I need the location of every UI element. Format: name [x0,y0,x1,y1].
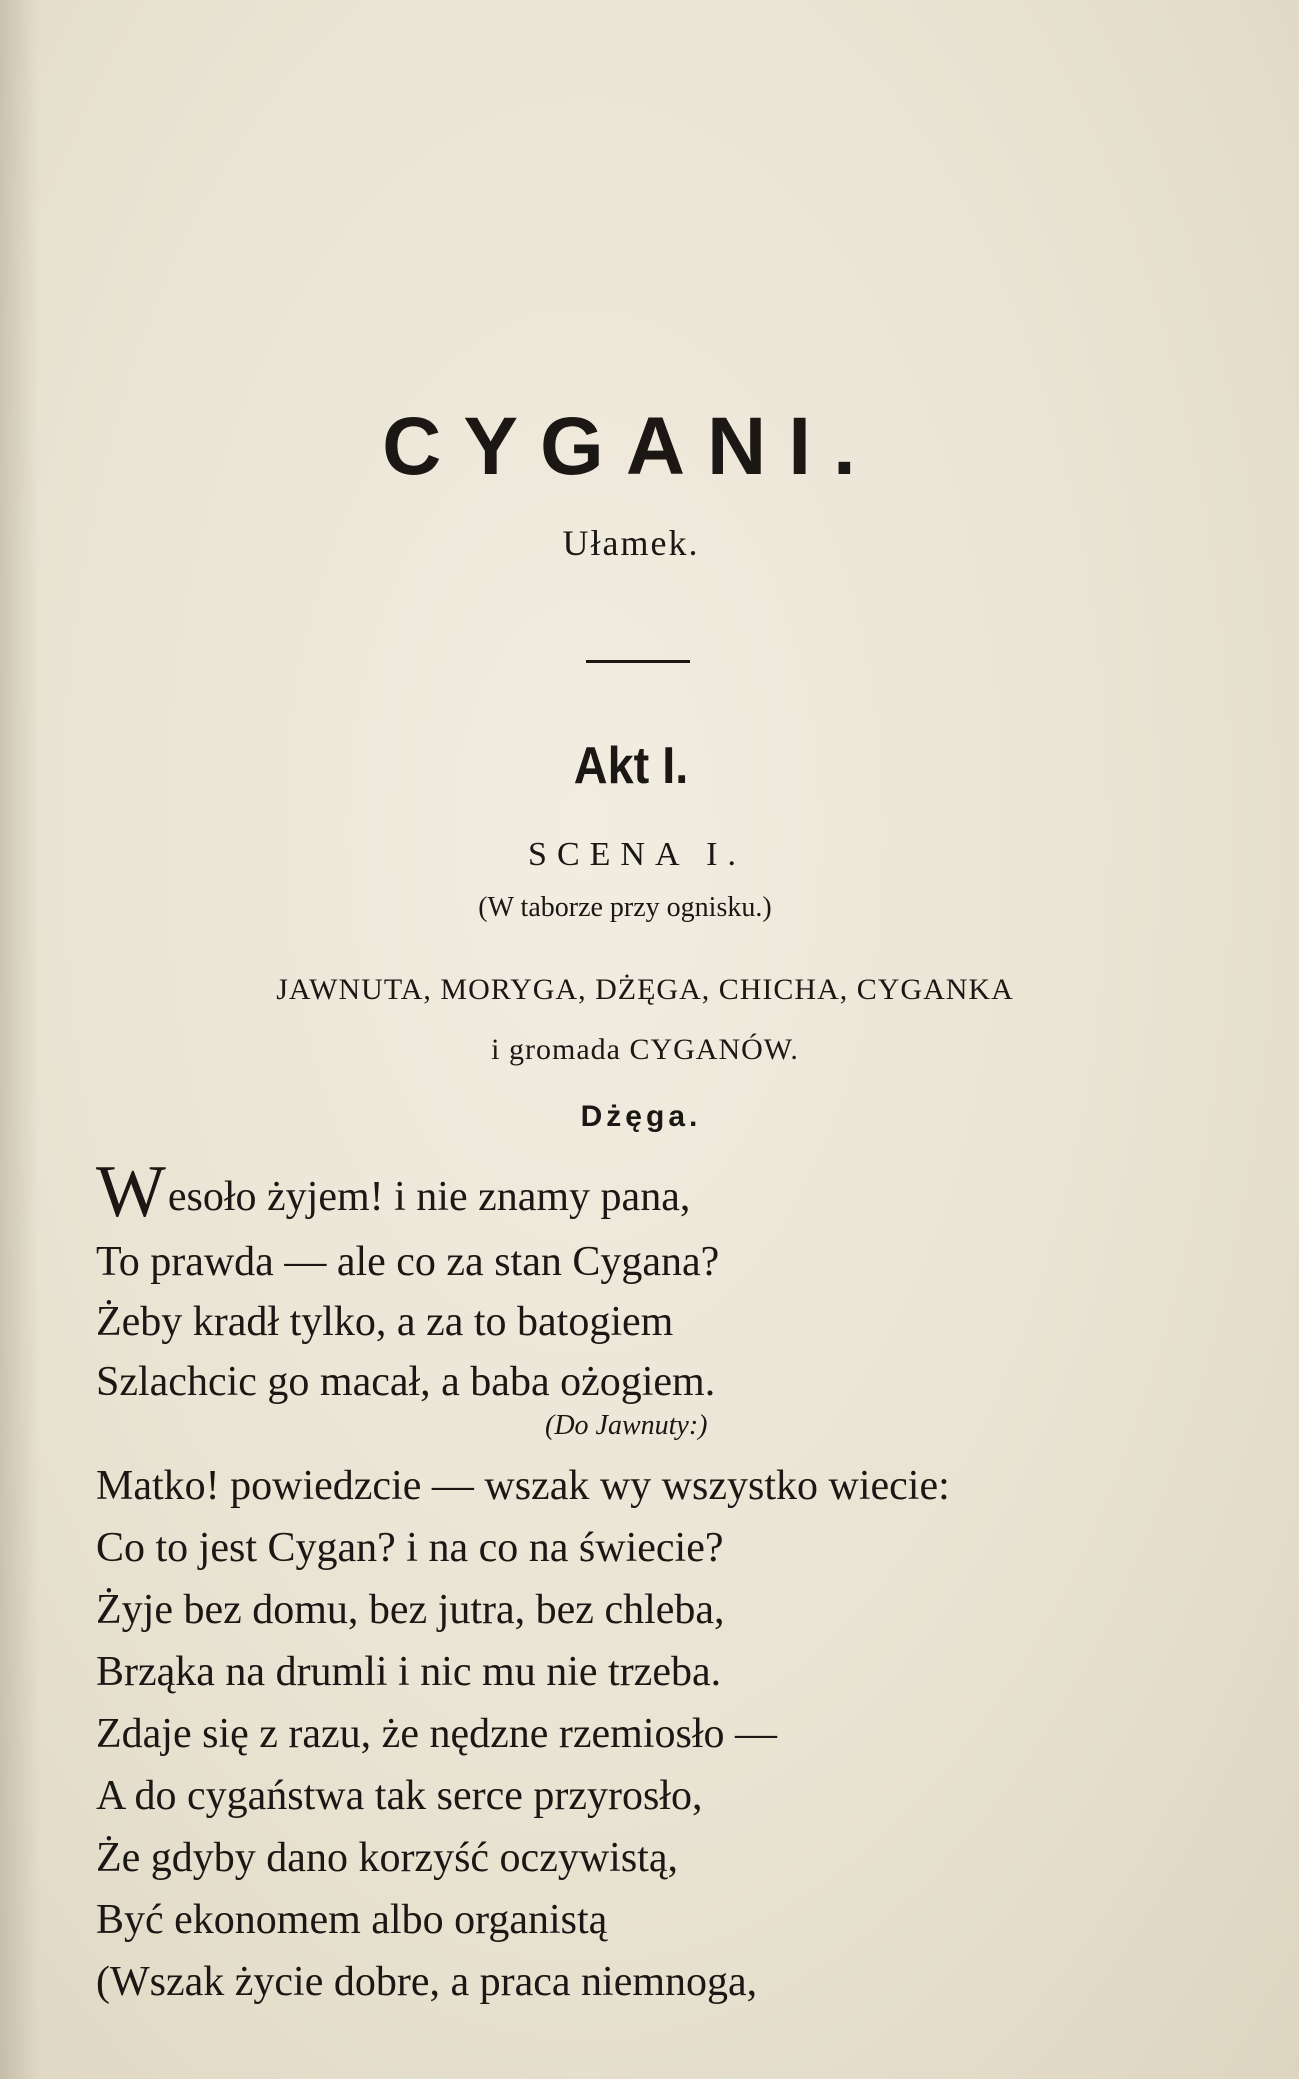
act-heading: Akt I. [573,737,689,795]
speaker-name: Dżęga. [580,1100,702,1133]
verse-line: A do cygaństwa tak serce przyrosło, [96,1773,703,1819]
verse-line: Żyje bez domu, bez jutra, bez chleba, [96,1587,725,1633]
play-title: CYGANI. [382,401,878,492]
verse-line: To prawda — ale co za stan Cygana? [96,1239,720,1285]
title-divider [586,660,690,663]
aside-direction: (Do Jawnuty:) [545,1410,708,1441]
verse-line: Być ekonomem albo organistą [96,1897,608,1943]
verse-line [96,1151,691,1233]
verse-line: Brząka na drumli i nic mu nie trzeba. [96,1649,722,1695]
verse-line: Co to jest Cygan? i na co na świecie? [96,1525,724,1571]
stage-direction: (W taborze przy ognisku.) [478,892,772,923]
verse-line: (Wszak życie dobre, a praca niemnoga, [96,1959,758,2005]
verse-line: Zdaje się z razu, że nędzne rzemiosło — [96,1711,778,1757]
verse-line: Matko! powiedzcie — wszak wy wszystko wiecie: [96,1463,950,1509]
scene-heading: SCENA I. [528,836,746,873]
characters-line: JAWNUTA, MORYGA, DŻĘGA, CHICHA, CYGANKA [276,973,1014,1006]
characters-line: i gromada CYGANÓW. [491,1033,799,1066]
verse-line: Że gdyby dano korzyść oczywistą, [96,1835,678,1881]
play-subtitle: Ułamek. [562,523,700,563]
verse-line: Szlachcic go macał, a baba ożogiem. [96,1359,716,1405]
characters-list [0,960,1290,1080]
drop-cap: W [96,1151,166,1233]
verse-line-text: esoło żyjem! i nie znamy pana, [167,1174,691,1220]
verse-line: Żeby kradł tylko, a za to batogiem [96,1299,674,1345]
